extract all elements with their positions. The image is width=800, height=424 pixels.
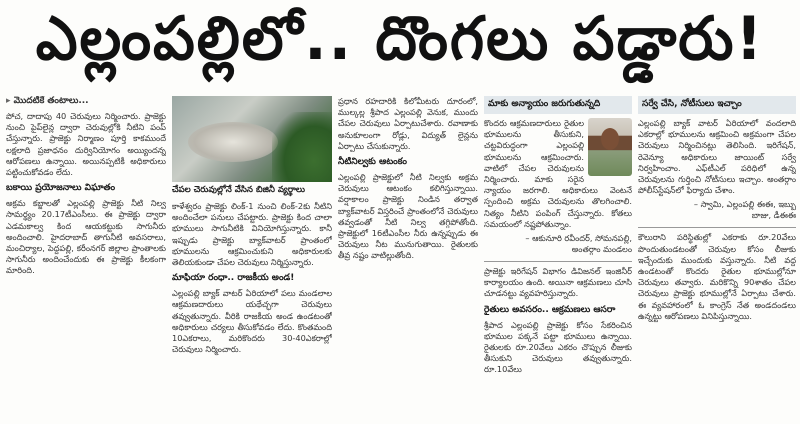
subheading: మాఫియా రంధా.. రాజకీయ అండ! [172,273,295,284]
paragraph: ఎల్లంపల్లి ప్రాజెక్టులో నీటి నిల్వకు అక్రమ చెరువులు ఆటంకం కలిగిస్తున్నాయి. వర్షాకాలం ప్రాజెక్టు నిండిన తర్వాత బ్యాక్‌వాటర్ విస్తరించే ప్రాంతంలోనే చెరువులు తవ్వడంతో నీటి నిల్వ తగ్గిపోతోంది. ప్రాజెక్టులో 16టీఎంసీల నీరు ఉన్నప్పుడు ఈ చెరువులు నీట మునుగుతాయి. రైతులకు తీవ్ర నష్టం వాటిల్లుతోంది. [338,172,478,261]
quote-attribution [484,233,632,255]
column-3 [338,96,478,420]
quote-box-heading: సర్వే చేసి, నోటీసులు ఇచ్చాం [638,96,796,114]
divider [638,227,796,228]
column-2 [172,96,332,420]
column-1 [6,96,166,420]
attribution-line: – స్వామి, ఎల్లంపల్లి ఈఈ, ఇబ్బు [693,199,796,210]
quote-box-heading: మాకు అన్యాయం జరుగుతున్నది [484,96,632,114]
column-4 [484,96,632,420]
paragraph: శ్రీపాద ఎల్లంపల్లి ప్రాజెక్టు కోసం సేకరించిన భూముల పక్కనే పట్టా భూములు ఉన్నాయి. రైతులకు రూ.20వేలు ఎకరం చొప్పున లీజుకు తీసుకుని చెరువులు తవ్వుతున్నారు. రూ.10వేలు [484,319,632,375]
divider [484,261,632,262]
subheading: రైతులు అవసరం.. ఆక్రమణలు ఆసరా [484,304,616,315]
headline: ఎల్లంపల్లిలో.. దొంగలు పడ్డారు! [35,4,765,74]
paragraph: ప్రధాన రహదారికి కిలోమీటరు దూరంలో, ముల్కల్ల శ్రీపాద ఎల్లంపల్లి వెనుక, ముందు చేపల చెరువులు ఏర్పాటుచేశారు. రవాణాకు అనుకూలంగా రోడ్లు, విద్యుత్ లైన్లను ఏర్పాటు చేసుకున్నారు. [338,96,478,151]
photo-caption: చేపల చెరువుల్లోనే వేసిన బిజినీ వ్యర్థాలు [172,185,305,195]
face-shape [601,128,619,150]
paragraph: కాళేశ్వరం ప్రాజెక్టు లింక్-1 నుంచి లింక్-2కు నీటిని అందించేలా పనులు చేపట్టారు. ప్రాజెక్టు కింద చాలా భూములు సాగునీటికి వినియోగిస్తున్నారు. కానీ ఇప్పుడు ప్రాజెక్టు బ్యాక్‌వాటర్ ప్రాంతంలో భూములను ఆక్రమించుకుని అధికారులకు తెలియకుండా చేపల చెరువులు నిర్మిస్తున్నారు. [172,201,332,268]
attribution-line: – ఆకునూరి రవీందర్, సోమనపల్లి, [525,233,632,244]
attribution-line: బాజు, డీఈఈ [751,210,796,221]
fish-pond-photo [172,96,332,182]
kicker: ▸ మొదటికే తంటాలు... [6,96,166,108]
subheading: నీటినిల్వకు ఆటంకం [338,157,407,168]
quote-paragraph: ఎల్లంపల్లి బ్యాక్ వాటర్ ఏరియాలో వందలాది ఎకరాల్లో భూములను ఆక్రమించి అక్రమంగా చేపల చెరువులు నిర్మించినట్లు తెలిసింది. ఇరిగేషన్, రెవెన్యూ అధికారులు జాయింట్ సర్వే నిర్వహించాం. ఎఫ్‌టీఎల్ పరిధిలో ఉన్న చెరువులను గుర్తించి నోటీసులు ఇచ్చాం. అంతర్గాం పోలీస్‌స్టేషన్‌లో ఫిర్యాదు చేశాం. [638,118,796,196]
vegetation-shape [272,112,332,182]
paragraph: ప్రాజెక్టు ఇరిగేషన్ విభాగం డివిజనల్ ఇంజినీర్ కార్యాలయం ఉంది. అయినా ఆక్రమణలు చూసి చూడనట్టు వ్యవహరిస్తున్నారు. [484,266,632,299]
paragraph: పోచ, దాదాపు 40 చెరువులు నిర్మించారు. ప్రాజెక్టు నుంచి పైప్‌లైన్ల ద్వారా చెరువుల్లోకి నీటిని పంప్ చేస్తున్నారు. ప్రాజెక్టు నిర్మాణం పూర్తి కాకముందే లక్షలాది ప్రజాధనం దుర్వినియోగం అయ్యిందన్న ఆరోపణలు ఉన్నాయి. అయినప్పటికీ అధికారులు పట్టించుకోవడం లేదు. [6,111,166,178]
attribution-line: అంతర్గాం మండలం [571,244,632,255]
paragraph: కౌలురాని పరిస్థితుల్లో ఎకరాకు రూ.20వేలు పొందుతుండటంతో చెరువుల కోసం లీజుకు ఇచ్చేందుకు ముందుకు వస్తున్నారు. నీటి వద్ద ఉండటంతో కొందరు రైతుల భూముల్లోనూ చెరువులు తవ్వారు. మరికొన్ని 90శాతం చేపల చెరువులు ప్రాజెక్టు భూముల్లోనే ఏర్పాటు చేశారు. ఈ వ్యవహారంలో ఓ కాంగ్రెస్ నేత అండదండలు ఉన్నట్టు ఆరోపణలు వినిపిస్తున్నాయి. [638,232,796,321]
paragraph: ఎల్లంపల్లి బ్యాక్ వాటర్ ఏరియాలో పలు మండలాల ఆక్రమణదారులు యథేచ్ఛగా చెరువులు తవ్వుతున్నారు. వీరికి రాజకీయ అండ ఉండటంతో అధికారులు చర్యలు తీసుకోవడం లేదు. కొంతమంది 10ఎకరాలు, మరికొందరు 30-40ఎకరాల్లో చెరువులు నిర్మించారు. [172,288,332,355]
quote-attribution [638,199,796,221]
column-5 [638,96,796,420]
paragraph: అక్రమ కబ్జాలతో ఎల్లంపల్లి ప్రాజెక్టు నీటి నిల్వ సామర్థ్యం 20.17టీఎంసీలు. ఈ ప్రాజెక్టు ద్వారా ఎడమకాల్వ కింద ఆయకట్టుకు సాగునీరు అందించాలి. హైదరాబాద్ తాగునీటి అవసరాలు, మంచిర్యాల, పెద్దపల్లి, కరీంనగర్ జిల్లాల ప్రాంతాలకు సాగునీరు అందించేందుకు ఈ ప్రాజెక్టు కీలకంగా మారింది. [6,198,166,276]
subheading: బకాయి ప్రయోజనాలు విఘాతం [6,183,116,194]
farmer-portrait [588,118,632,176]
quote-paragraph: కొందరు ఆక్రమణదారులు రైతుల భూములను తీసుకుని, చట్టవిరుద్ధంగా ఎల్లంపల్లి భూములను ఆక్రమించారు. వాటిలో చేపల చెరువులను నిర్మించారు. మాకు సరైన న్యాయం జరగాలి. అధికారులు వెంటనే స్పందించి అక్రమ చెరువులను తొలగించాలి. నిత్యం నీటిని పంపింగ్ చేస్తున్నారు. కోతలు సమయంలో నష్టపోతున్నాం. [484,118,632,229]
waste-heap-shape [188,122,278,162]
